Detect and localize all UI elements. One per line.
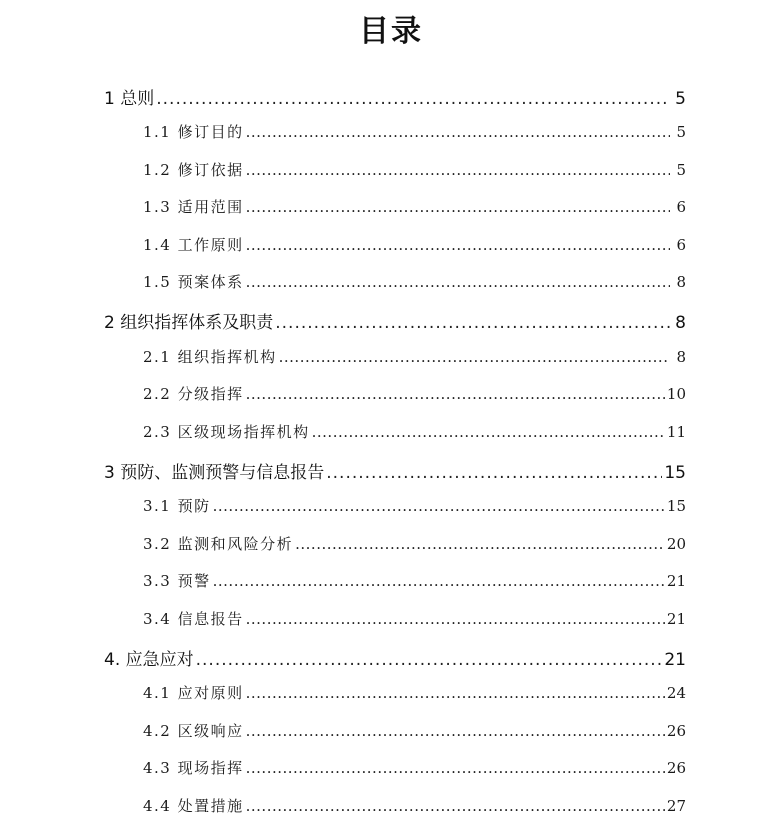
toc-entry-label: 2.3 区级现场指挥机构 [143, 422, 310, 441]
toc-entry-page-number: 15 [664, 463, 686, 483]
toc-entry-page-number: 10 [666, 385, 686, 404]
dot-leader [246, 385, 665, 403]
dot-leader [246, 236, 670, 254]
toc-section-entry[interactable] [143, 720, 686, 746]
toc-section-entry[interactable] [143, 196, 686, 222]
dot-leader [295, 535, 665, 553]
page-title: 目录 [359, 14, 423, 49]
dot-leader [246, 161, 670, 179]
toc-section-entry[interactable] [143, 682, 686, 708]
toc-entry-label: 1.4 工作原则 [143, 235, 244, 254]
dot-leader [246, 198, 670, 216]
dot-leader [246, 273, 670, 291]
toc-entry-label: 3 预防、监测预警与信息报告 [104, 463, 325, 483]
toc-section-entry[interactable] [143, 159, 686, 185]
toc-section-entry[interactable] [143, 608, 686, 634]
toc-entry-page-number: 21 [664, 650, 686, 670]
toc-section-entry[interactable] [143, 570, 686, 596]
toc-section-entry[interactable] [143, 271, 686, 297]
toc-entry-page-number: 6 [676, 198, 686, 217]
toc-entry-page-number: 26 [666, 759, 686, 778]
toc-entry-page-number: 11 [666, 422, 686, 441]
toc-entry-label: 1.1 修订目的 [143, 123, 244, 142]
toc-chapter-entry[interactable] [104, 645, 686, 671]
toc-entry-page-number: 6 [676, 235, 686, 254]
toc-entry-label: 3.2 监测和风险分析 [143, 534, 294, 553]
dot-leader [246, 684, 665, 702]
dot-leader [275, 313, 670, 333]
dot-leader [279, 348, 670, 366]
toc-entry-page-number: 5 [675, 89, 686, 109]
toc-entry-page-number: 8 [676, 273, 686, 291]
toc-entry-page-number: 26 [666, 721, 686, 740]
toc-section-entry[interactable] [143, 234, 686, 260]
toc-entry-page-number: 8 [676, 347, 686, 366]
toc-chapter-entry[interactable] [104, 84, 686, 110]
dot-leader [196, 650, 663, 670]
toc-entry-page-number: 15 [666, 497, 686, 516]
toc-entry-label: 1.2 修订依据 [143, 160, 244, 179]
toc-entry-label: 3.4 信息报告 [143, 609, 244, 628]
toc-section-entry[interactable] [143, 383, 686, 409]
toc-entry-label: 1 总则 [104, 89, 155, 109]
toc-entry-label: 2.1 组织指挥机构 [143, 347, 277, 366]
dot-leader [246, 722, 665, 740]
toc-section-entry[interactable] [143, 795, 686, 821]
toc-entry-page-number: 27 [666, 796, 686, 815]
toc-entry-page-number: 5 [676, 123, 686, 142]
toc-chapter-entry[interactable] [104, 308, 686, 334]
toc-section-entry[interactable] [143, 495, 686, 521]
dot-leader [213, 572, 665, 590]
dot-leader [246, 759, 665, 777]
toc-section-entry[interactable] [143, 757, 686, 783]
toc-chapter-entry[interactable] [104, 458, 686, 484]
toc-entry-label: 1.3 适用范围 [143, 198, 244, 217]
toc-entry-label: 1.5 预案体系 [143, 273, 244, 291]
toc-entry-label: 3.1 预防 [143, 497, 211, 516]
toc-entry-label: 4. 应急应对 [104, 650, 194, 670]
toc-entry-page-number: 21 [666, 609, 686, 628]
toc-section-entry[interactable] [143, 346, 686, 372]
toc-entry-label: 2.2 分级指挥 [143, 385, 244, 404]
dot-leader [246, 797, 665, 815]
dot-leader [246, 123, 670, 141]
toc-entry-label: 4.1 应对原则 [143, 684, 244, 703]
toc-entry-label: 3.3 预警 [143, 572, 211, 591]
toc-entry-page-number: 20 [666, 534, 686, 553]
toc-entry-page-number: 8 [675, 313, 686, 334]
toc-entry-page-number: 5 [676, 160, 686, 179]
toc-entry-page-number: 24 [666, 684, 686, 703]
toc-entry-label: 4.2 区级响应 [143, 721, 244, 740]
toc-section-entry[interactable] [143, 121, 686, 147]
dot-leader [312, 423, 665, 441]
toc-entry-label: 4.3 现场指挥 [143, 759, 244, 778]
toc-section-entry[interactable] [143, 533, 686, 559]
toc-entry-label: 2 组织指挥体系及职责 [104, 313, 274, 334]
toc-entry-page-number: 21 [666, 572, 686, 591]
dot-leader [246, 610, 665, 628]
toc-section-entry[interactable] [143, 421, 686, 447]
dot-leader [326, 463, 662, 483]
toc-entry-label: 4.4 处置措施 [143, 796, 244, 815]
dot-leader [213, 497, 665, 515]
dot-leader [156, 89, 670, 109]
